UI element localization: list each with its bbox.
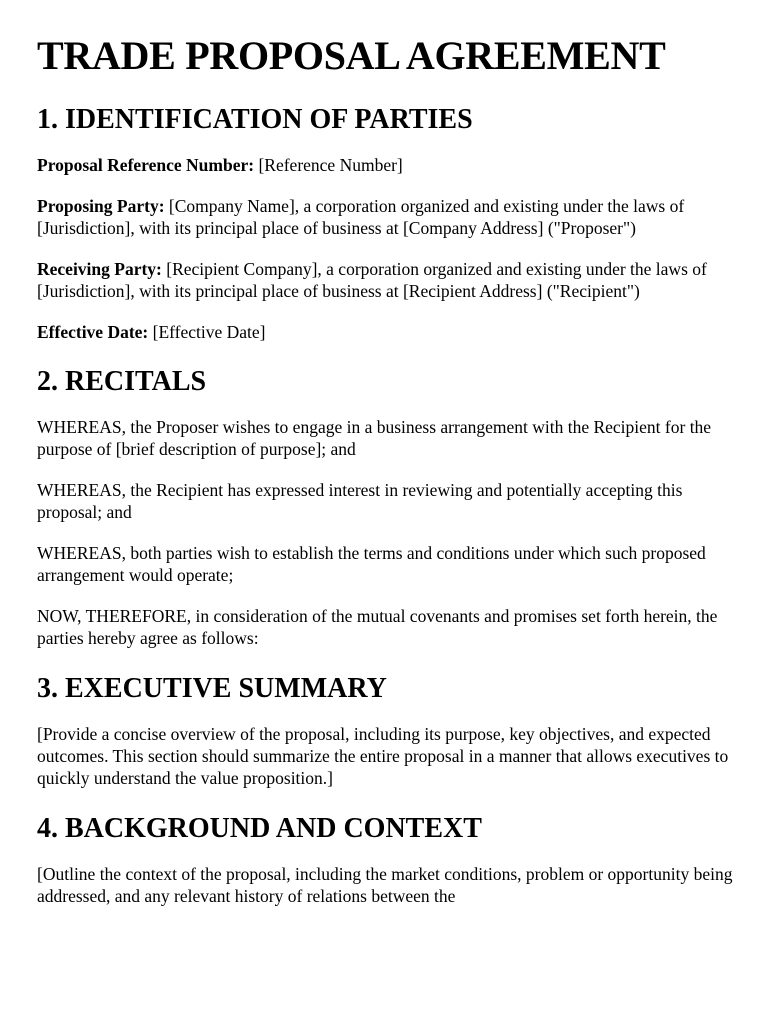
proposing-party-text: [Company Name], a corporation organized and existing under the laws of [Jurisdiction], with its principal place of business at [Company Address] ("Proposer"): [37, 196, 685, 238]
effective-date-value: [Effective Date]: [148, 322, 266, 342]
receiving-party-label: Receiving Party:: [37, 259, 162, 279]
receiving-party-text: [Recipient Company], a corporation organized and existing under the laws of [Jurisdiction], with its principal place of business at [Recipient Address] ("Recipient"): [37, 259, 707, 301]
proposing-party-label: Proposing Party:: [37, 196, 165, 216]
summary-paragraph: [Provide a concise overview of the proposal, including its purpose, key objectives, and expected outcomes. This section should summarize the entire proposal in a manner that allows executives to quickly understand the value proposition.]: [37, 724, 729, 788]
section-identification-of-parties: [37, 102, 737, 343]
effective-date-paragraph: [37, 321, 737, 343]
section-heading: 2. RECITALS: [37, 366, 207, 397]
section-heading: 1. IDENTIFICATION OF PARTIES: [37, 104, 473, 135]
reference-number-value: [Reference Number]: [254, 155, 403, 175]
recital-paragraph: WHEREAS, both parties wish to establish the terms and conditions under which such proposed arrangement would operate;: [37, 543, 706, 585]
section-background-and-context: [37, 811, 737, 907]
document-title: TRADE PROPOSAL AGREEMENT: [37, 33, 666, 78]
recital-paragraph: WHEREAS, the Proposer wishes to engage in a business arrangement with the Recipient for the purpose of [brief description of purpose]; and: [37, 417, 712, 459]
section-heading: 3. EXECUTIVE SUMMARY: [37, 673, 387, 704]
recital-paragraph: WHEREAS, the Recipient has expressed interest in reviewing and potentially accepting this proposal; and: [37, 480, 683, 522]
document-page: [37, 30, 737, 926]
effective-date-label: Effective Date:: [37, 322, 149, 342]
section-heading: 4. BACKGROUND AND CONTEXT: [37, 813, 482, 844]
background-paragraph: [Outline the context of the proposal, including the market conditions, problem or opportunity being addressed, and any relevant history of relations between the: [37, 864, 733, 906]
receiving-party-paragraph: [37, 258, 737, 302]
section-executive-summary: [37, 671, 737, 789]
proposing-party-paragraph: [37, 195, 737, 239]
section-recitals: [37, 364, 737, 649]
recital-paragraph: NOW, THEREFORE, in consideration of the mutual covenants and promises set forth herein, the parties hereby agree as follows:: [37, 606, 718, 648]
reference-number-label: Proposal Reference Number:: [37, 155, 255, 175]
reference-number-paragraph: [37, 154, 737, 176]
